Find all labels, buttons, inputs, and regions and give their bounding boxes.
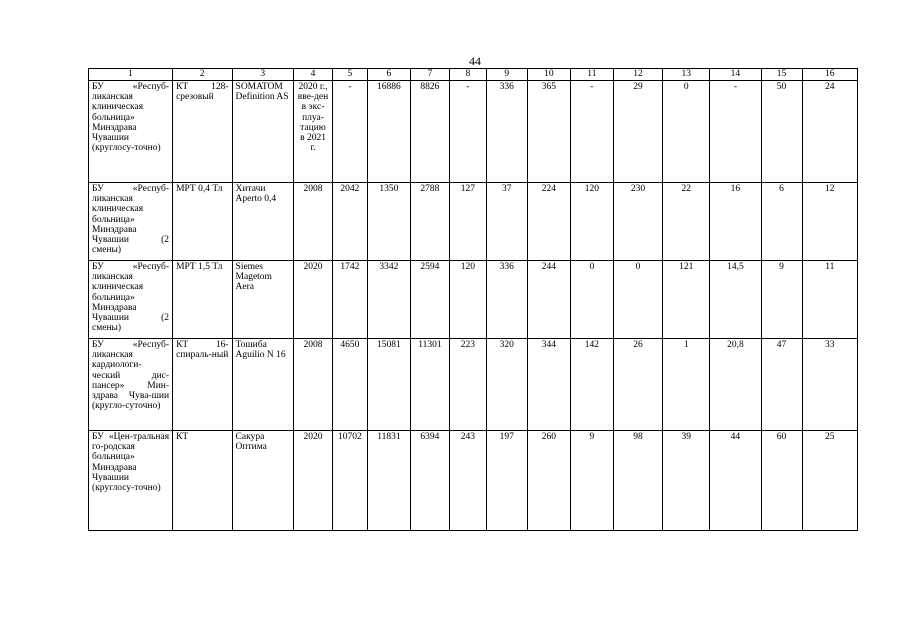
year-cell: 2020 г., вве-ден в экс-плуа-тацию в 2021 г. bbox=[294, 81, 333, 183]
column-header: 16 bbox=[802, 69, 857, 81]
value-cell: - bbox=[333, 81, 368, 183]
column-header: 4 bbox=[294, 69, 333, 81]
value-cell: 0 bbox=[663, 81, 710, 183]
value-cell: 4650 bbox=[333, 339, 368, 431]
value-cell: - bbox=[710, 81, 761, 183]
value-cell: 50 bbox=[761, 81, 802, 183]
value-cell: 1 bbox=[663, 339, 710, 431]
value-cell: - bbox=[449, 81, 486, 183]
institution-cell: БУ «Респуб-ликанская кардиологи-ческий дис-пансер» Мин-здрава Чува-шии (кругло-суточно) bbox=[89, 339, 173, 431]
value-cell: 224 bbox=[527, 183, 570, 261]
value-cell: 6 bbox=[761, 183, 802, 261]
year-cell: 2020 bbox=[294, 431, 333, 531]
equipment-type-cell: КТ 128-срезовый bbox=[173, 81, 232, 183]
value-cell: 14,5 bbox=[710, 261, 761, 339]
equipment-type-cell: МРТ 0,4 Тл bbox=[173, 183, 232, 261]
table-row bbox=[89, 261, 858, 339]
equipment-type-cell: КТ bbox=[173, 431, 232, 531]
column-header: 3 bbox=[232, 69, 294, 81]
column-header: 9 bbox=[486, 69, 527, 81]
table-row bbox=[89, 431, 858, 531]
column-header: 15 bbox=[761, 69, 802, 81]
table-row bbox=[89, 81, 858, 183]
value-cell: 15081 bbox=[367, 339, 410, 431]
value-cell: 33 bbox=[802, 339, 857, 431]
column-header: 2 bbox=[173, 69, 232, 81]
value-cell: 11 bbox=[802, 261, 857, 339]
value-cell: 121 bbox=[663, 261, 710, 339]
column-header: 5 bbox=[333, 69, 368, 81]
table-row bbox=[89, 183, 858, 261]
model-cell: Сакура Оптима bbox=[232, 431, 294, 531]
column-header: 8 bbox=[449, 69, 486, 81]
page-number: 44 bbox=[469, 54, 481, 68]
value-cell: 20,8 bbox=[710, 339, 761, 431]
model-cell: Siemes Magetom Aera bbox=[232, 261, 294, 339]
value-cell: 197 bbox=[486, 431, 527, 531]
value-cell: 223 bbox=[449, 339, 486, 431]
value-cell: 127 bbox=[449, 183, 486, 261]
value-cell: 8826 bbox=[410, 81, 449, 183]
column-header: 14 bbox=[710, 69, 761, 81]
value-cell: 344 bbox=[527, 339, 570, 431]
equipment-type-cell: МРТ 1,5 Тл bbox=[173, 261, 232, 339]
value-cell: 1350 bbox=[367, 183, 410, 261]
value-cell: 2042 bbox=[333, 183, 368, 261]
value-cell: 230 bbox=[613, 183, 662, 261]
value-cell: 365 bbox=[527, 81, 570, 183]
value-cell: 243 bbox=[449, 431, 486, 531]
value-cell: 0 bbox=[570, 261, 613, 339]
value-cell: 2594 bbox=[410, 261, 449, 339]
value-cell: 336 bbox=[486, 81, 527, 183]
column-header: 7 bbox=[410, 69, 449, 81]
value-cell: 3342 bbox=[367, 261, 410, 339]
column-header: 1 bbox=[89, 69, 173, 81]
value-cell: 244 bbox=[527, 261, 570, 339]
value-cell: 120 bbox=[449, 261, 486, 339]
value-cell: 0 bbox=[613, 261, 662, 339]
year-cell: 2008 bbox=[294, 339, 333, 431]
equipment-table bbox=[88, 68, 858, 531]
value-cell: 22 bbox=[663, 183, 710, 261]
value-cell: 11301 bbox=[410, 339, 449, 431]
value-cell: 142 bbox=[570, 339, 613, 431]
model-cell: Тошиба Aguilio N 16 bbox=[232, 339, 294, 431]
value-cell: 44 bbox=[710, 431, 761, 531]
value-cell: 1742 bbox=[333, 261, 368, 339]
value-cell: 16886 bbox=[367, 81, 410, 183]
value-cell: 320 bbox=[486, 339, 527, 431]
institution-cell: БУ «Респуб-ликанская клиническая больница» Минздрава Чувашии (2 смены) bbox=[89, 183, 173, 261]
header-row bbox=[89, 69, 858, 81]
institution-cell: БУ «Цен-тральная го-родская больница» Минздрава Чувашии (круглосу-точно) bbox=[89, 431, 173, 531]
institution-cell: БУ «Респуб-ликанская клиническая больница» Минздрава Чувашии (2 смены) bbox=[89, 261, 173, 339]
value-cell: 9 bbox=[761, 261, 802, 339]
model-cell: SOMATOM Definition AS bbox=[232, 81, 294, 183]
column-header: 13 bbox=[663, 69, 710, 81]
value-cell: 10702 bbox=[333, 431, 368, 531]
model-cell: Хитачи Aperto 0,4 bbox=[232, 183, 294, 261]
column-header: 12 bbox=[613, 69, 662, 81]
value-cell: 39 bbox=[663, 431, 710, 531]
value-cell: 47 bbox=[761, 339, 802, 431]
value-cell: 29 bbox=[613, 81, 662, 183]
value-cell: 12 bbox=[802, 183, 857, 261]
institution-cell: БУ «Респуб-ликанская клиническая больница» Минздрава Чувашии (круглосу-точно) bbox=[89, 81, 173, 183]
value-cell: 6394 bbox=[410, 431, 449, 531]
equipment-type-cell: КТ 16-спираль-ный bbox=[173, 339, 232, 431]
year-cell: 2008 bbox=[294, 183, 333, 261]
value-cell: 24 bbox=[802, 81, 857, 183]
year-cell: 2020 bbox=[294, 261, 333, 339]
value-cell: 98 bbox=[613, 431, 662, 531]
value-cell: 9 bbox=[570, 431, 613, 531]
column-header: 10 bbox=[527, 69, 570, 81]
value-cell: 26 bbox=[613, 339, 662, 431]
value-cell: 60 bbox=[761, 431, 802, 531]
value-cell: - bbox=[570, 81, 613, 183]
value-cell: 37 bbox=[486, 183, 527, 261]
value-cell: 2788 bbox=[410, 183, 449, 261]
table-row bbox=[89, 339, 858, 431]
value-cell: 25 bbox=[802, 431, 857, 531]
value-cell: 336 bbox=[486, 261, 527, 339]
value-cell: 11831 bbox=[367, 431, 410, 531]
column-header: 11 bbox=[570, 69, 613, 81]
value-cell: 16 bbox=[710, 183, 761, 261]
value-cell: 260 bbox=[527, 431, 570, 531]
value-cell: 120 bbox=[570, 183, 613, 261]
column-header: 6 bbox=[367, 69, 410, 81]
